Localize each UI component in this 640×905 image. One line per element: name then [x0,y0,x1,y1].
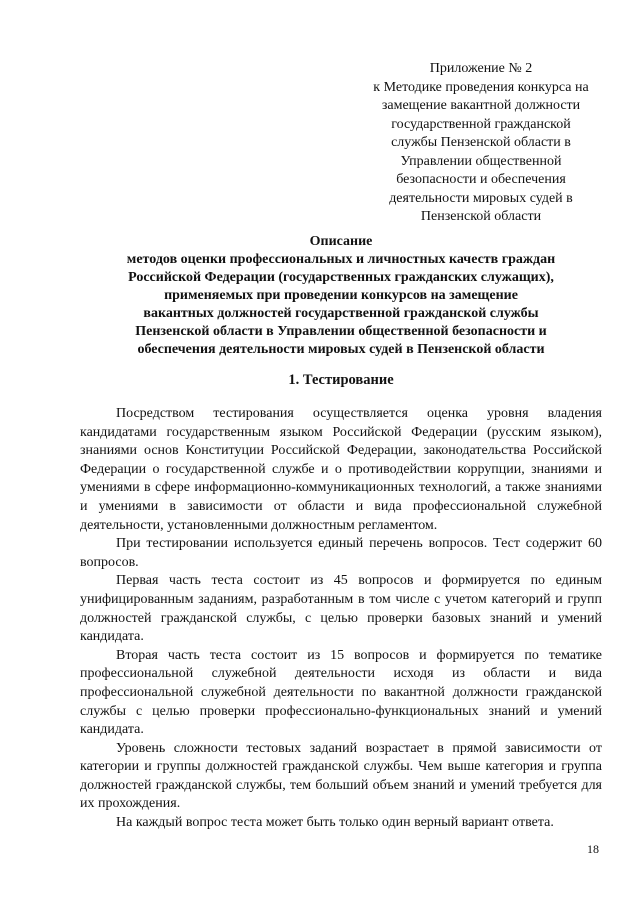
title-line: обеспечения деятельности мировых судей в Пензенской области [137,342,545,357]
body-text [80,405,602,833]
section-heading: 1. Тестирование [288,372,394,388]
title-line: применяемых при проведении конкурсов на замещение [164,288,518,303]
paragraph: Вторая часть теста состоит из 15 вопросов и формируется по тематике профессиональной служебной деятельности исходя из области и вида профессиональной служебной деятельности по вакантной должности гражданской службы с целью проверки профессионально-функциональных знаний и умений кандидата. [80,647,602,738]
title-line: вакантных должностей государственной гражданской службы [143,306,539,321]
paragraph: Посредством тестирования осуществляется оценка уровня владения кандидатами государственным языком Российской Федерации (русским языком), знаниями основ Конституции Российской Федерации, законодательства Российской Федерации о государственной службе и о противодействии коррупции, знаниями и умениями в сфере информационно-коммуникационных технологий, а также знаниями и умениями в зависимости от области и вида профессиональной служебной деятельности, установленными должностным регламентом. [80,406,602,533]
paragraph: На каждый вопрос теста может быть только один верный вариант ответа. [116,815,554,831]
appendix-line: государственной гражданской [391,116,571,132]
page-number: 18 [587,842,599,856]
title-line: Пензенской области в Управлении общественной безопасности и [135,324,547,339]
title-line: методов оценки профессиональных и личностных качеств граждан [126,252,556,267]
paragraph: Уровень сложности тестовых заданий возрастает в прямой зависимости от категории и группы должностей гражданской службы. Чем выше категория и группа должностей гражданской службы, тем больший объем знаний и умений требуется для их прохождения. [80,740,602,812]
paragraph: При тестировании используется единый перечень вопросов. Тест содержит 60 вопросов. [80,536,602,570]
paragraph: Первая часть теста состоит из 45 вопросов и формируется по единым унифицированным заданиям, разработанным в том числе с учетом категорий и групп должностей гражданской службы, с целью проверки базовых знаний и умений кандидата. [80,573,602,645]
appendix-header [350,60,612,227]
title-line: Описание [309,234,373,249]
appendix-line: замещение вакантной должности [381,98,581,113]
appendix-line: Приложение № 2 [429,61,533,76]
appendix-line: службы Пензенской области в [391,135,571,150]
appendix-line: к Методике проведения конкурса на [373,79,589,95]
appendix-line: безопасности и обеспечения [396,172,566,187]
document-title [80,233,602,359]
appendix-line: Управлении общественной [400,153,562,169]
appendix-line: деятельности мировых судей в [389,190,573,206]
appendix-line: Пензенской области [420,209,542,224]
title-line: Российской Федерации (государственных гражданских служащих), [128,270,554,285]
